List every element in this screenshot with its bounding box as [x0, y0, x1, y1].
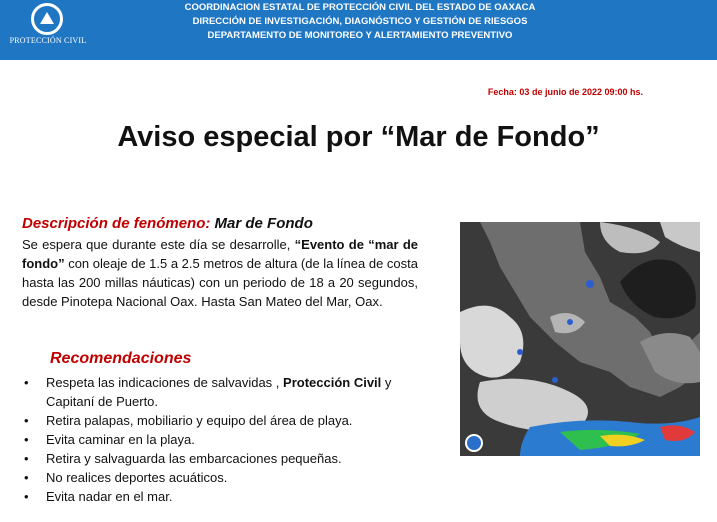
bullet-icon: •: [24, 470, 29, 485]
header-line-1: COORDINACION ESTATAL DE PROTECCIÓN CIVIL DEL ESTADO DE OAXACA: [184, 2, 536, 13]
satellite-svg: [460, 222, 700, 456]
list-item: [24, 373, 424, 411]
rec-4: Retira y salvaguarda las embarcaciones pequeñas.: [46, 451, 342, 466]
logo-text: PROTECCIÓN CIVIL: [9, 36, 87, 45]
rec-2: Retira palapas, mobiliario y equipo del área de playa.: [46, 413, 353, 428]
rec-5: No realices deportes acuáticos.: [46, 470, 228, 485]
bullet-icon: •: [24, 432, 29, 447]
satellite-image: [460, 222, 700, 456]
logo-emblem-icon: [31, 3, 63, 35]
proteccion-civil-logo: [4, 3, 92, 51]
rec-1a: Respeta las indicaciones de salvavidas ,: [46, 375, 284, 390]
list-item: [24, 449, 424, 468]
bullet-icon: •: [24, 451, 29, 466]
description-label: Descripción de fenómeno:: [22, 215, 211, 232]
rec-3: Evita caminar en la playa.: [46, 432, 195, 447]
recommendations-heading: Recomendaciones: [50, 350, 192, 367]
header-banner: [0, 0, 717, 60]
header-line-2: DIRECCIÓN DE INVESTIGACIÓN, DIAGNÓSTICO Y GESTIÓN DE RIESGOS: [192, 16, 528, 27]
date-stamp: Fecha: 03 de junio de 2022 09:00 hs.: [487, 87, 643, 97]
list-item: [24, 487, 424, 506]
description-text-1: Se espera que durante este día se desarrolle,: [22, 237, 295, 252]
recommendations-list: [24, 373, 424, 506]
description-value: Mar de Fondo: [214, 215, 313, 232]
header-text: [100, 1, 620, 43]
header-line-3: DEPARTAMENTO DE MONITOREO Y ALERTAMIENTO PREVENTIVO: [207, 30, 513, 41]
description-heading: [22, 215, 418, 232]
bullet-icon: •: [24, 489, 29, 504]
bullet-icon: •: [24, 375, 29, 390]
bullet-icon: •: [24, 413, 29, 428]
rec-1c: y Capitaní de Puerto.: [46, 375, 392, 409]
description-section: [22, 215, 418, 311]
logo-triangle-icon: [40, 12, 54, 24]
rec-6: Evita nadar en el mar.: [46, 489, 173, 504]
rec-1b: Protección Civil: [283, 375, 382, 390]
description-bold: “Evento de “mar de fondo”: [22, 237, 418, 271]
list-item: [24, 468, 424, 487]
list-item: [24, 430, 424, 449]
list-item: [24, 411, 424, 430]
noaa-logo-icon: [465, 434, 483, 452]
description-text: [22, 235, 418, 311]
description-text-2: con oleaje de 1.5 a 2.5 metros de altura (de la línea de costa hasta las 200 millas náuticas) con un periodo de 18 a 20 segundos, desde Pinotepa Nacional Oax. Hasta San Mateo del Mar, Oax.: [22, 256, 418, 309]
page-title: Aviso especial por “Mar de Fondo”: [117, 121, 600, 153]
